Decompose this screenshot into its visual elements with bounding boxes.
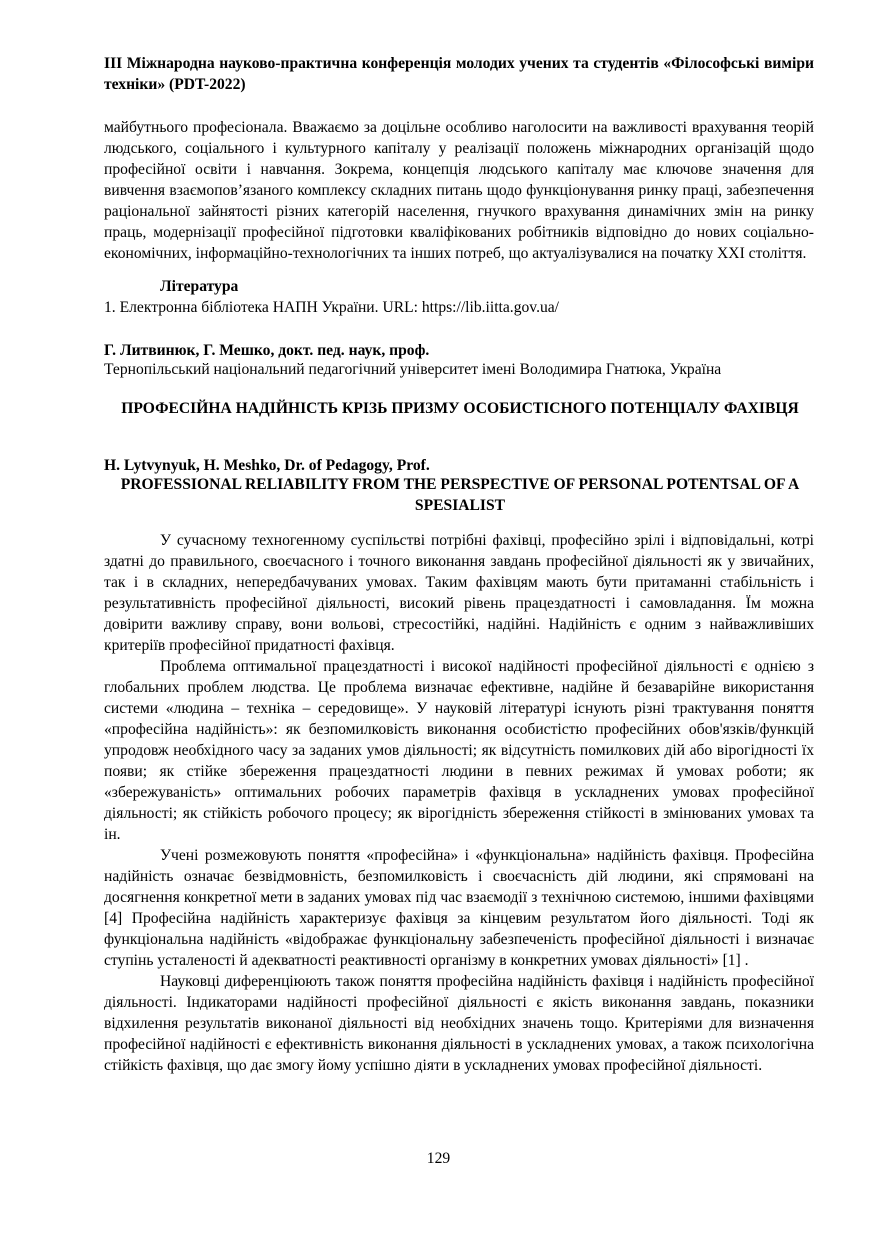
body-paragraph: Науковці диференціюють також поняття професійна надійність фахівця і надійність професійної діяльності. Індикаторами надійності професійної діяльності є якість виконання завдань, показники відхилення результатів виконаної діяльності від необхідних значень тощо. Критеріями для визначення професійної надійності є ефективність виконання діяльності в ускладнених умовах, а також психологічна стійкість фахівця, що дає змогу йому успішно діяти в ускладнених умовах професійної діяльності.: [104, 973, 814, 1074]
authors-en: H. Lytvynyuk, H. Meshko, Dr. of Pedagogy, Prof.: [104, 457, 430, 474]
literature-item: 1. Електронна бібліотека НАПН України. URL: https://lib.iitta.gov.ua/: [104, 299, 560, 316]
body-paragraph: Учені розмежовують поняття «професійна» і «функціональна» надійність фахівця. Професійна надійність означає безвідмовність, безпомилковість і своєчасність дій людини, які спрямовані на досягнення конкретної мети в заданих умовах під час взаємодії з технічною системою, іншими фахівцями [4] Професійна надійність характеризує фахівця за кінцевим результатом його діяльності. Тоді як функціональна надійність «відображає функціональну забезпеченість професійної діяльності і визначає ступінь усталеності й адекватності реактивності організму в конкретних умовах діяльності» [1] .: [104, 847, 814, 969]
literature-heading: Література: [160, 278, 239, 295]
continuation-paragraph: майбутнього професіонала. Вважаємо за доцільне особливо наголосити на важливості врахування теорій людського, соціального і культурного капіталу у реалізації положень міжнародних організацій щодо професійної освіти і навчання. Зокрема, концепція людського капіталу має ключове значення для вивчення взаємопов’язаного комплексу складних питань щодо функціонування ринку праці, забезпечення раціональної зайнятості різних категорій населення, гнучкого врахування динамічних змін на ринку праць, модернізації професійної підготовки кваліфікованих робітників відповідно до нових соціально-економічних, інформаційно-технологічних та інших потреб, що актуалізувалися на початку ХХІ століття.: [104, 119, 814, 262]
article-title-ua: ПРОФЕСІЙНА НАДІЙНІСТЬ КРІЗЬ ПРИЗМУ ОСОБИСТІСНОГО ПОТЕНЦІАЛУ ФАХІВЦЯ: [121, 400, 799, 417]
article-title-en: PROFESSIONAL RELIABILITY FROM THE PERSPECTIVE OF PERSONAL POTENTSAL OF A SPESIALIST: [120, 476, 800, 514]
affiliation: Тернопільський національний педагогічний університет імені Володимира Гнатюка, Україна: [104, 361, 722, 378]
article-body: [104, 530, 814, 1076]
body-paragraph: У сучасному техногенному суспільстві потрібні фахівці, професійно зрілі і відповідальні, котрі здатні до правильного, своєчасного і точного виконання завдань професійної діяльності як у звичайних, так і в складних, непередбачуваних умовах. Таким фахівцям мають бути притаманні стабільність і результативність професійної діяльності, високий рівень працездатності і самовладання. Їм можна довірити важливу справу, вони вольові, стресостійкі, надійні. Надійність є одним з найважливіших критеріїв професійної придатності фахівця.: [104, 532, 814, 654]
authors-ua: Г. Литвинюк, Г. Мешко, докт. пед. наук, проф.: [104, 342, 430, 359]
body-paragraph: Проблема оптимальної працездатності і високої надійності професійної діяльності є однією з глобальних проблем людства. Це проблема визначає ефективне, надійне й безаварійне використання системи «людина – техніка – середовище». У науковій літературі існують різні трактування поняття «професійна надійність»: як безпомилковість виконання особистістю професійних обов'язків/функцій упродовж необхідного часу за заданих умов діяльності; як відсутність помилкових дій або вірогідності їх появи; як стійке збереження працездатності людини в певних режимах й умовах роботи; як «збережуваність» оптимальних робочих параметрів фахівця в ускладнених умовах професійної діяльності; як стійкість робочого процесу; як вірогідність збереження стійкості в змінюваних умовах та ін.: [104, 658, 814, 843]
conference-header: ІІІ Міжнародна науково-практична конференція молодих учених та студентів «Філософські виміри техніки» (PDT-2022): [104, 55, 814, 93]
page-number: 129: [426, 1150, 451, 1167]
